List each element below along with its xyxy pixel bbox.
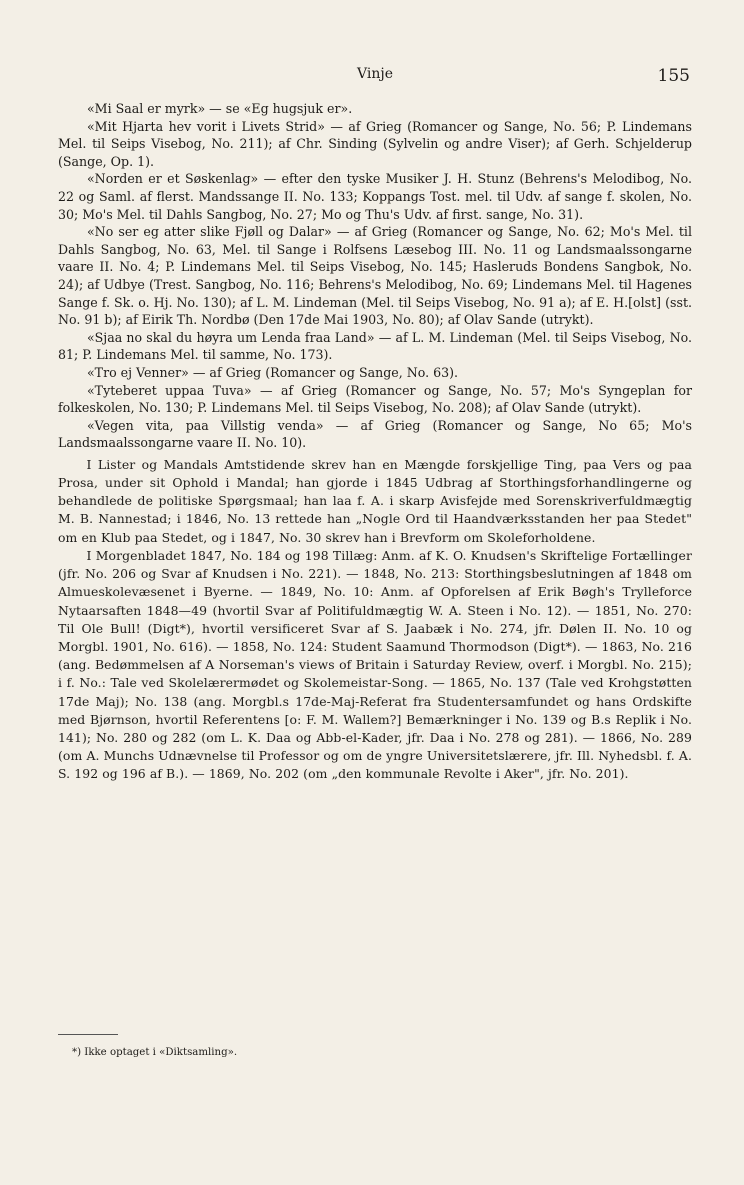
footnote: *) Ikke optaget i «Diktsamling».: [72, 1047, 238, 1058]
paragraph-lister-og-mandal: I Lister og Mandals Amtstidende skrev han en Mængde forskjellige Ting, paa Vers og paa Prosa, under sit Ophold i Mandal; han gjorde i 1845 Udbrag af Storthingsforhandlingerne og behandlede de politiske Spørgsmaal; han laa f. A. i skarp Avisfejde med Sorenskriverfuldmægtig M. B. Nannestad; i 1846, No. 13 rettede han „Nogle Ord til Haandværksstanden her paa Stedet" om en Klub paa Stedet, og i 1847, No. 30 skrev han i Brevform om Skoleforholdene.: [58, 456, 692, 545]
paragraph-sjaa: «Sjaa no skal du høyra um Lenda fraa Land» — af L. M. Lindeman (Mel. til Seips Visebog, No. 81; P. Lindemans Mel. til samme, No. 173).: [58, 329, 692, 363]
paragraph-no-ser-eg: «No ser eg atter slike Fjøll og Dalar» — af Grieg (Romancer og Sange, No. 62; Mo's Mel. til Dahls Sangbog, No. 63, Mel. til Sange i Rolfsens Læsebog III. No. 11 og Landsmaalssongarne vaare II. No. 4; P. Lindemans Mel. til Seips Visebog, No. 145; Hasleruds Bondens Sangbok, No. 24); af Udbye (Trest. Sangbog, No. 116; Behrens's Melodibog, No. 69; Lindemans Mel. til Hagenes Sange f. Sk. o. Hj. No. 130); af L. M. Lindeman (Mel. til Seips Visebog, No. 91 a); af E. H.[olst] (sst. No. 91 b); af Eirik Th. Nordbø (Den 17de Mai 1903, No. 80); af Olav Sande (utrykt).: [58, 224, 693, 328]
paragraph-norden: «Norden er et Søskenlag» — efter den tyske Musiker J. H. Stunz (Behrens's Melodibog, No. 22 og Saml. af flerst. Mandssange II. No. 133; Koppangs Tost. mel. til Udv. af sange f. skolen, No. 30; Mo's Mel. til Dahls Sangbog, No. 27; Mo og Thu's Udv. af first. sange, No. 31).: [58, 171, 692, 222]
page-header: [60, 64, 690, 88]
page-number: 155: [657, 66, 690, 86]
paragraph-mi-saal: «Mi Saal er myrk» — se «Eg hugsjuk er».: [86, 101, 353, 116]
paragraph-morgenbladet: I Morgenbladet 1847, No. 184 og 198 Tillæg: Anm. af K. O. Knudsen's Skriftelige Fortællinger (jfr. No. 206 og Svar af Knudsen i No. 221). — 1848, No. 213: Storthingsbeslutningen af 1848 om Almueskolevæsenet i Byerne. — 1849, No. 10: Anm. af Opforelsen af Erik Bøgh's Trylleforce Nytaarsaften 1848—49 (hvortil Svar af Politifuldmægtig W. A. Steen i No. 12). — 1851, No. 270: Til Ole Bull! (Digt*), hvortil versificeret Svar af S. Jaabæk i No. 274, jfr. Dølen II. No. 10 og Morgbl. 1901, No. 616). — 1858, No. 124: Student Saamund Thormodson (Digt*). — 1863, No. 216 (ang. Bedømmelsen af A Norseman's views of Britain i Saturday Review, overf. i Morgbl. No. 215); i f. No.: Tale ved Skolelærermødet og Skolemeistar-Song. — 1865, No. 137 (Tale ved Krohgstøtten 17de Maj); No. 138 (ang. Morgbl.s 17de-Maj-Referat fra Studentersamfundet og hans Ordskifte med Bjørnson, hvortil Referentens [o: F. M. Wallem?] Bemærkninger i No. 139 og B.s Replik i No. 141); No. 280 og 282 (om L. K. Daa og Abb-el-Kader, jfr. Daa i No. 278 og 281). — 1866, No. 289 (om A. Munchs Udnævnelse til Professor og om de yngre Universitetslærere, jfr. Ill. Nyhedsbl. f. A. S. 192 og 196 af B.). — 1869, No. 202 (om „den kommunale Revolte i Aker", jfr. No. 201).: [58, 547, 692, 782]
paragraph-mit-hjarta: «Mit Hjarta hev vorit i Livets Strid» — af Grieg (Romancer og Sange, No. 56; P. Lindemans Mel. til Seips Visebog, No. 211); af Chr. Sinding (Sylvelin og andre Viser); af Gerh. Schjelderup (Sange, Op. 1).: [58, 118, 692, 169]
page-body: [58, 100, 692, 784]
paragraph-tyteberet: «Tyteberet uppaa Tuva» — af Grieg (Romancer og Sange, No. 57; Mo's Syngeplan for folkeskolen, No. 130; P. Lindemans Mel. til Seips Visebog, No. 208); af Olav Sande (utrykt).: [58, 382, 692, 416]
footnote-rule: [58, 1034, 118, 1035]
paragraph-vegen: «Vegen vita, paa Villstig venda» — af Grieg (Romancer og Sange, No 65; Mo's Landsmaalssongarne vaare II. No. 10).: [58, 417, 692, 451]
paragraph-tro: «Tro ej Venner» — af Grieg (Romancer og Sange, No. 63).: [86, 364, 459, 380]
running-title: Vinje: [357, 66, 393, 82]
